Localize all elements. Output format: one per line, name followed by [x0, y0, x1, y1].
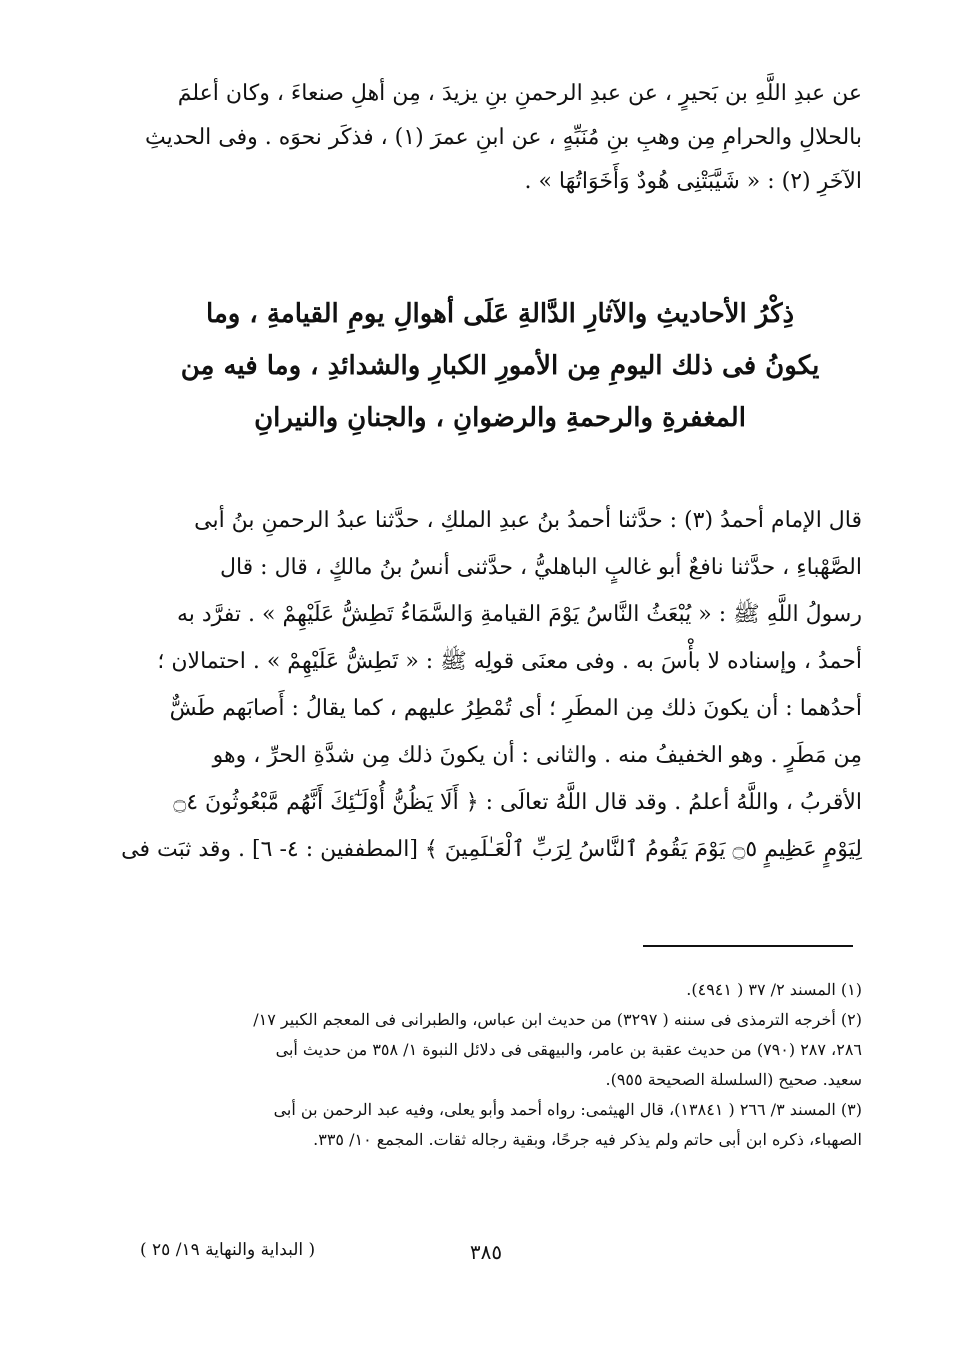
- page-number: ٣٨٥: [469, 1240, 503, 1264]
- main-paragraph: [121, 497, 862, 873]
- footnote-line: ٢٨٦، ٢٨٧ (٧٩٠) من حديث عقبة بن عامر، والبيهقى فى دلائل النبوة ١/ ٣٥٨ من حديث أبى: [275, 1040, 862, 1059]
- footnote-1: [140, 975, 862, 1005]
- main-line: رسولُ اللَّهِ ﷺ : « يُبْعَثُ النَّاسُ يَوْمَ القيامةِ وَالسَّمَاءُ تَطِشُّ عَلَيْهِمْ » . تفرَّد به: [176, 602, 862, 627]
- main-line: أحمدُ ، وإسناده لا بأْسَ به . وفى معنَى قولِه ﷺ : « تَطِشُّ عَلَيْهِمْ » . احتمالان ؛: [157, 649, 862, 674]
- main-line: الصَّهْباءِ ، حدَّثنا نافعٌ أبو غالبٍ الباهليُّ ، حدَّثنى أنسُ بنُ مالكٍ ، قال : قال: [219, 555, 862, 580]
- main-line: قال الإمام أحمدُ (٣) : حدَّثنا أحمدُ بنُ عبدِ الملكِ ، حدَّثنا عبدُ الرحمنِ بنُ أبى: [194, 508, 862, 533]
- heading-line: ذِكْرُ الأحاديثِ والآثارِ الدَّالةِ عَلَى أهوالِ يومِ القيامةِ ، وما: [205, 299, 795, 329]
- heading-line: يكونُ فى ذلك اليومِ مِن الأمورِ الكبارِ والشدائدِ ، وما فيه مِن: [180, 351, 820, 381]
- source-reference: ( البداية والنهاية ١٩/ ٢٥ ): [140, 1240, 316, 1260]
- main-line: أحدُهما : أن يكونَ ذلك مِن المطَرِ ؛ أى تُمْطِرُ عليهم ، كما يقالُ : أَصابَهم طَشٌّ: [169, 696, 862, 721]
- main-line: مِن مَطَرٍ . وهو الخفيفُ منه . والثانى : أن يكونَ ذلك مِن شدَّةِ الحرِّ ، وهو: [212, 743, 862, 768]
- main-line: لِيَوْمٍ عَظِيمٍ ۝٥ يَوْمَ يَقُومُ ٱلنَّاسُ لِرَبِّ ٱلْعَـٰلَمِينَ ﴾ [المطففين : ٤- ٦] . وقد ثبَت فى: [121, 837, 862, 862]
- footnote-3: [140, 1095, 862, 1155]
- footnote-line: (١) المسند ٢/ ٣٧ ( ٤٩٤١).: [686, 980, 862, 999]
- footnote-separator: [643, 945, 853, 947]
- footnote-line: (٣) المسند ٣/ ٢٦٦ ( ١٣٨٤١)، قال الهيثمى: رواه أحمد وأبو يعلى، وفيه عبد الرحمن بن أبى: [273, 1100, 862, 1119]
- intro-paragraph: [140, 72, 862, 204]
- footnote-line: الصهباء، ذكره ابن أبى حاتم ولم يذكر فيه جرحًا، وبقية رجاله ثقات. المجمع ١٠/ ٣٣٥.: [313, 1130, 862, 1149]
- intro-line: بالحلالِ والحرامِ مِن وهبِ بنِ مُنَبِّهٍ ، عن ابنِ عمرَ (١) ، فذكَر نحوَه . وفى الحديثِ: [144, 125, 862, 150]
- footnote-line: سعيد. صحيح (السلسلة الصحيحة ٩٥٥).: [605, 1070, 862, 1089]
- chapter-heading: [170, 288, 830, 444]
- main-line: الأقربُ ، واللَّهُ أعلمُ . وقد قال اللَّهُ تعالَى : ﴿ أَلَا يَظُنُّ أُوْلَـٰٓئِكَ أَنَّهُم مَّبْعُوثُونَ ۝٤: [173, 790, 862, 815]
- heading-line: المغفرةِ والرحمةِ والرضوانِ ، والجنانِ والنيرانِ: [254, 403, 746, 433]
- intro-line: الآخَرِ (٢) : « شَيَّبَتْنِى هُودٌ وَأَخَوَاتُهَا » .: [524, 169, 862, 194]
- footnote-line: (٢) أخرجه الترمذى فى سننه ( ٣٢٩٧) من حديث ابن عباس، والطبرانى فى المعجم الكبير ١٧/: [253, 1010, 862, 1029]
- intro-line: عن عبدِ اللَّهِ بن بَحيرٍ ، عن عبدِ الرحمنِ بنِ يزيدَ ، مِن أهلِ صنعاءَ ، وكان أعلمَ: [177, 81, 862, 106]
- footnote-2: [140, 1005, 862, 1095]
- footnotes: [140, 975, 862, 1155]
